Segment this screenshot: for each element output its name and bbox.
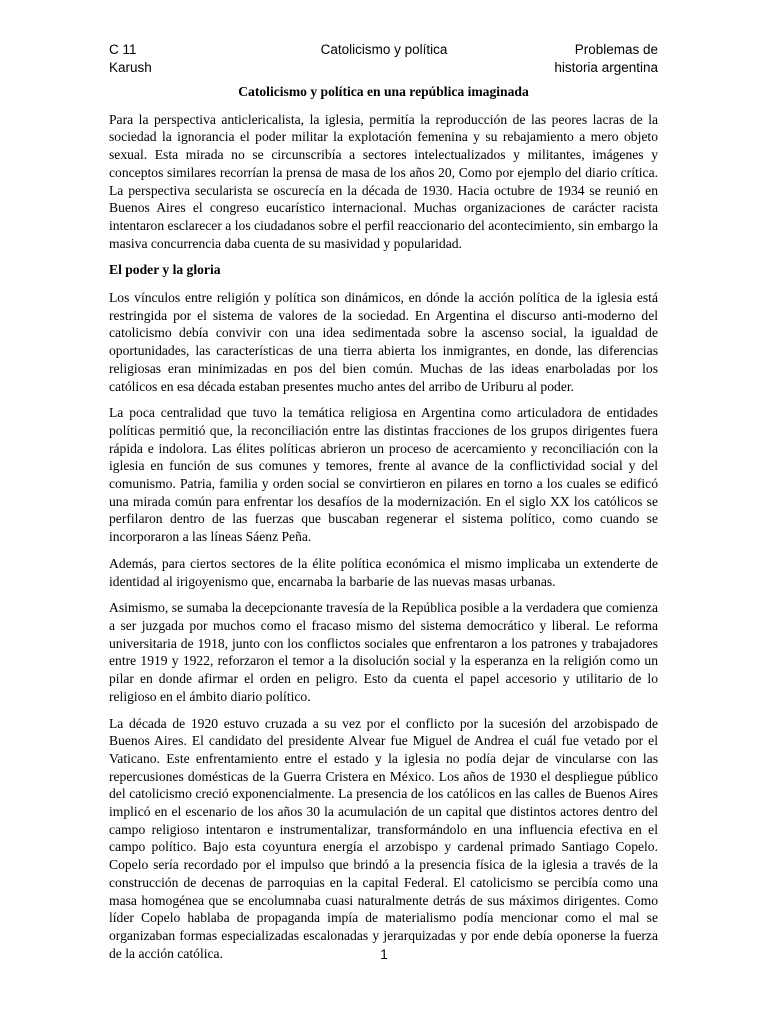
header-subject-line2: historia argentina: [554, 60, 658, 75]
header-course-code: C 11: [109, 42, 137, 57]
header-right: [554, 41, 658, 77]
header-author: Karush: [109, 60, 152, 75]
document-title: Catolicismo y política en una república imaginada: [238, 84, 529, 99]
paragraph: La poca centralidad que tuvo la temática religiosa en Argentina como articuladora de entidades políticas permitió que, la reconciliación entre las distintas fracciones de los grupos dirigentes fuera rápida e indolora. Las élites políticas abrieron un proceso de acercamiento y reconciliación con la iglesia en función de sus comunes y temores, frente al avance de la conflictividad social y del comunismo. Patria, familia y orden social se convirtieron en pilares en torno a los cuales se edificó una mirada común para enfrentar los desafíos de la modernización. En el siglo XX los católicos se perfilaron dentro de las fuerzas que buscaban regenerar el sistema político, como cuando se incorporaron a las líneas Sáenz Peña.: [109, 405, 658, 545]
paragraph: La década de 1920 estuvo cruzada a su vez por el conflicto por la sucesión del arzobispado de Buenos Aires. El candidato del presidente Alvear fue Miguel de Andrea el cuál fue vetado por el Vaticano. Este enfrentamiento entre el estado y la iglesia no podía dejar de vincularse con las repercusiones domésticas de la Guerra Cristera en México. Los años de 1930 el despliegue público del catolicismo creció exponencialmente. La presencia de los católicos en las calles de Buenos Aires implicó en el escenario de los años 30 la acumulación de un capital que distintos actores dentro del campo religioso intentaron e instrumentalizar, transformándolo en una influencia efectiva en el campo político. Bajo esta coyuntura energía el arzobispo y cardenal primado Santiago Copelo. Copelo sería recordado por el impulso que brindó a la presencia física de la iglesia a través de la construcción de decenas de parroquias en la capital Federal. El catolicismo se percibía como una masa homogénea que se encolumnaba cuasi naturalmente detrás de sus máximos dirigentes. Como líder Copelo hablaba de propaganda impía de materialismo podía mencionar como el mal se organizaban formas especializadas escalonadas y jerarquizadas y por ende debía oponerse la fuerza de la acción católica.: [109, 715, 658, 961]
paragraph: Además, para ciertos sectores de la élite política económica el mismo implicaba un extenderte de identidad al irigoyenismo que, encarnaba la barbarie de las nuevas masas urbanas.: [109, 555, 658, 589]
paragraph-intro: Para la perspectiva anticlericalista, la iglesia, permitía la reproducción de las peores lacras de la sociedad la ignorancia el poder militar la explotación femenina y su rebajamiento a mero objeto sexual. Esta mirada no se circunscribía a sectores intelectualizados y militantes, imágenes y conceptos similares recorrían la prensa de masa de los años 20, Como por ejemplo del diario crítica. La perspectiva secularista se oscurecía en la década de 1930. Hacia octubre de 1934 se reunió en Buenos Aires el congreso eucarístico internacional. Muchas organizaciones de carácter racista intentaron esclarecer a los ciudadanos sobre el perfil reaccionario del acontecimiento, sin embargo la masiva concurrencia daba cuenta de su masividad y popularidad.: [109, 111, 658, 251]
paragraph: Los vínculos entre religión y política son dinámicos, en dónde la acción política de la iglesia está restringida por el sistema de valores de la sociedad. En Argentina el discurso anti-moderno del catolicismo debía convivir con una idea sedimentada sobre la ascenso social, la igualdad de oportunidades, las características de una tierra abierta los inmigrantes, en donde, las diferencias religiosas eran minimizadas en pos del bien común. Muchas de las ideas enarboladas por los católicos en esa década estaban presentes mucho antes del arribo de Uriburu al poder.: [109, 290, 658, 394]
document-body: [109, 83, 658, 971]
page-number: 1: [380, 947, 388, 962]
header-topic: Catolicismo y política: [320, 42, 448, 57]
paragraph: Asimismo, se sumaba la decepcionante travesía de la República posible a la verdadera que comienza a ser juzgada por muchos como el fracaso mismo del sistema democrático y liberal. Le reforma universitaria de 1918, junto con los conflictos sociales que enfrentaron a los patrones y trabajadores entre 1919 y 1922, reforzaron el temor a la disolución social y la esperanza en la religión como un pilar en donde afirmar el orden en peligro. Esto da cuenta el papel accesorio y utilitario de lo religioso en el ámbito diario político.: [109, 600, 658, 704]
header-subject-line1: Problemas de: [574, 42, 658, 57]
section-title: El poder y la gloria: [109, 262, 221, 278]
